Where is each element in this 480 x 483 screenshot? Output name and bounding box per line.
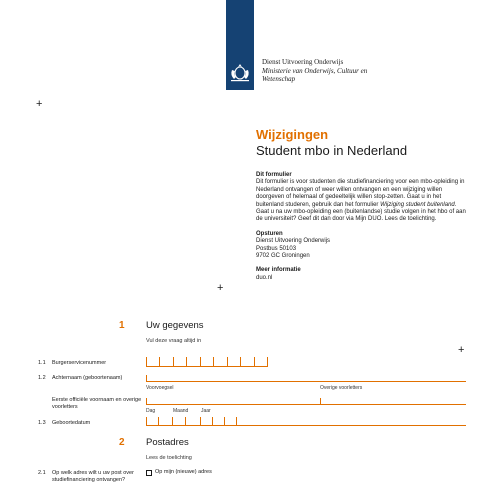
firstname-label: Eerste officiële voornaam en overige voorletters <box>52 397 142 410</box>
section-1-title: Uw gegevens <box>146 320 204 331</box>
prefix-label: Voorvoegsel <box>146 385 174 391</box>
surname-label: Achternaam (geboortenaam) <box>52 375 123 381</box>
question-number: 1.1 <box>38 360 46 366</box>
intro-block <box>256 172 468 289</box>
org-line-1: Dienst Uitvoering Onderwijs <box>262 58 344 66</box>
bsn-field[interactable] <box>146 354 268 367</box>
send-address-2: Postbus 50103 <box>256 245 297 252</box>
send-address-1: Dienst Uitvoering Onderwijs <box>256 238 331 245</box>
section-1-number: 1 <box>119 320 125 331</box>
birthdate-label: Geboortedatum <box>52 420 91 426</box>
intro-text-2: Gaat u na uw mbo-opleiding een (buitenlandse) studie volgen in het hbo of aan de universiteit? Geef dit dan door via Mijn DUO. Lees de toelichting. <box>256 209 466 223</box>
section-2-title: Postadres <box>146 437 189 448</box>
form-reference: Wijziging student buitenland. <box>380 201 457 208</box>
crest-icon <box>228 62 252 82</box>
day-label: Dag <box>146 408 156 414</box>
section-2-hint: Lees de toelichting <box>146 455 192 461</box>
org-line-3: Wetenschap <box>262 75 296 83</box>
birthdate-field[interactable] <box>146 414 466 426</box>
registration-mark: + <box>217 282 224 294</box>
registration-mark: + <box>458 344 465 356</box>
surname-field[interactable] <box>146 372 466 382</box>
form-title: Wijzigingen <box>256 127 329 142</box>
org-line-2: Ministerie van Onderwijs, Cultuur en <box>262 66 368 75</box>
send-heading: Opsturen <box>256 230 283 237</box>
address-option-checkbox[interactable] <box>146 470 152 476</box>
question-number: 2.1 <box>38 470 46 476</box>
firstname-field[interactable] <box>146 395 466 405</box>
info-heading: Meer informatie <box>256 267 301 274</box>
intro-text: Dit formulier is voor studenten die studiefinanciering voor een mbo-opleiding in Nederland ontvangen of weer willen ontvangen en een wijziging willen doorgeven of helemaal of gedeeltelijk willen stop-zetten. Gaat u in het buitenland studeren, gebruik dan het formulier <box>256 179 465 208</box>
info-link[interactable]: duo.nl <box>256 274 273 281</box>
postal-address-question: Op welk adres wilt u uw post over studiefinanciering ontvangen? <box>52 470 134 483</box>
section-2-number: 2 <box>119 437 125 448</box>
send-address-3: 9702 GC Groningen <box>256 253 310 260</box>
question-number: 1.2 <box>38 375 46 381</box>
registration-mark: + <box>36 98 43 110</box>
initials-label: Overige voorletters <box>320 385 363 391</box>
section-1-hint: Vul deze vraag altijd in <box>146 338 202 344</box>
month-label: Maand <box>173 408 189 414</box>
address-option-label: Op mijn (nieuwe) adres <box>155 469 212 475</box>
ministry-name <box>262 58 367 84</box>
bsn-label: Burgerservicenummer <box>52 360 107 366</box>
year-label: Jaar <box>201 408 211 414</box>
question-number: 1.3 <box>38 420 46 426</box>
form-subtitle: Student mbo in Nederland <box>256 143 408 158</box>
intro-heading: Dit formulier <box>256 172 292 178</box>
